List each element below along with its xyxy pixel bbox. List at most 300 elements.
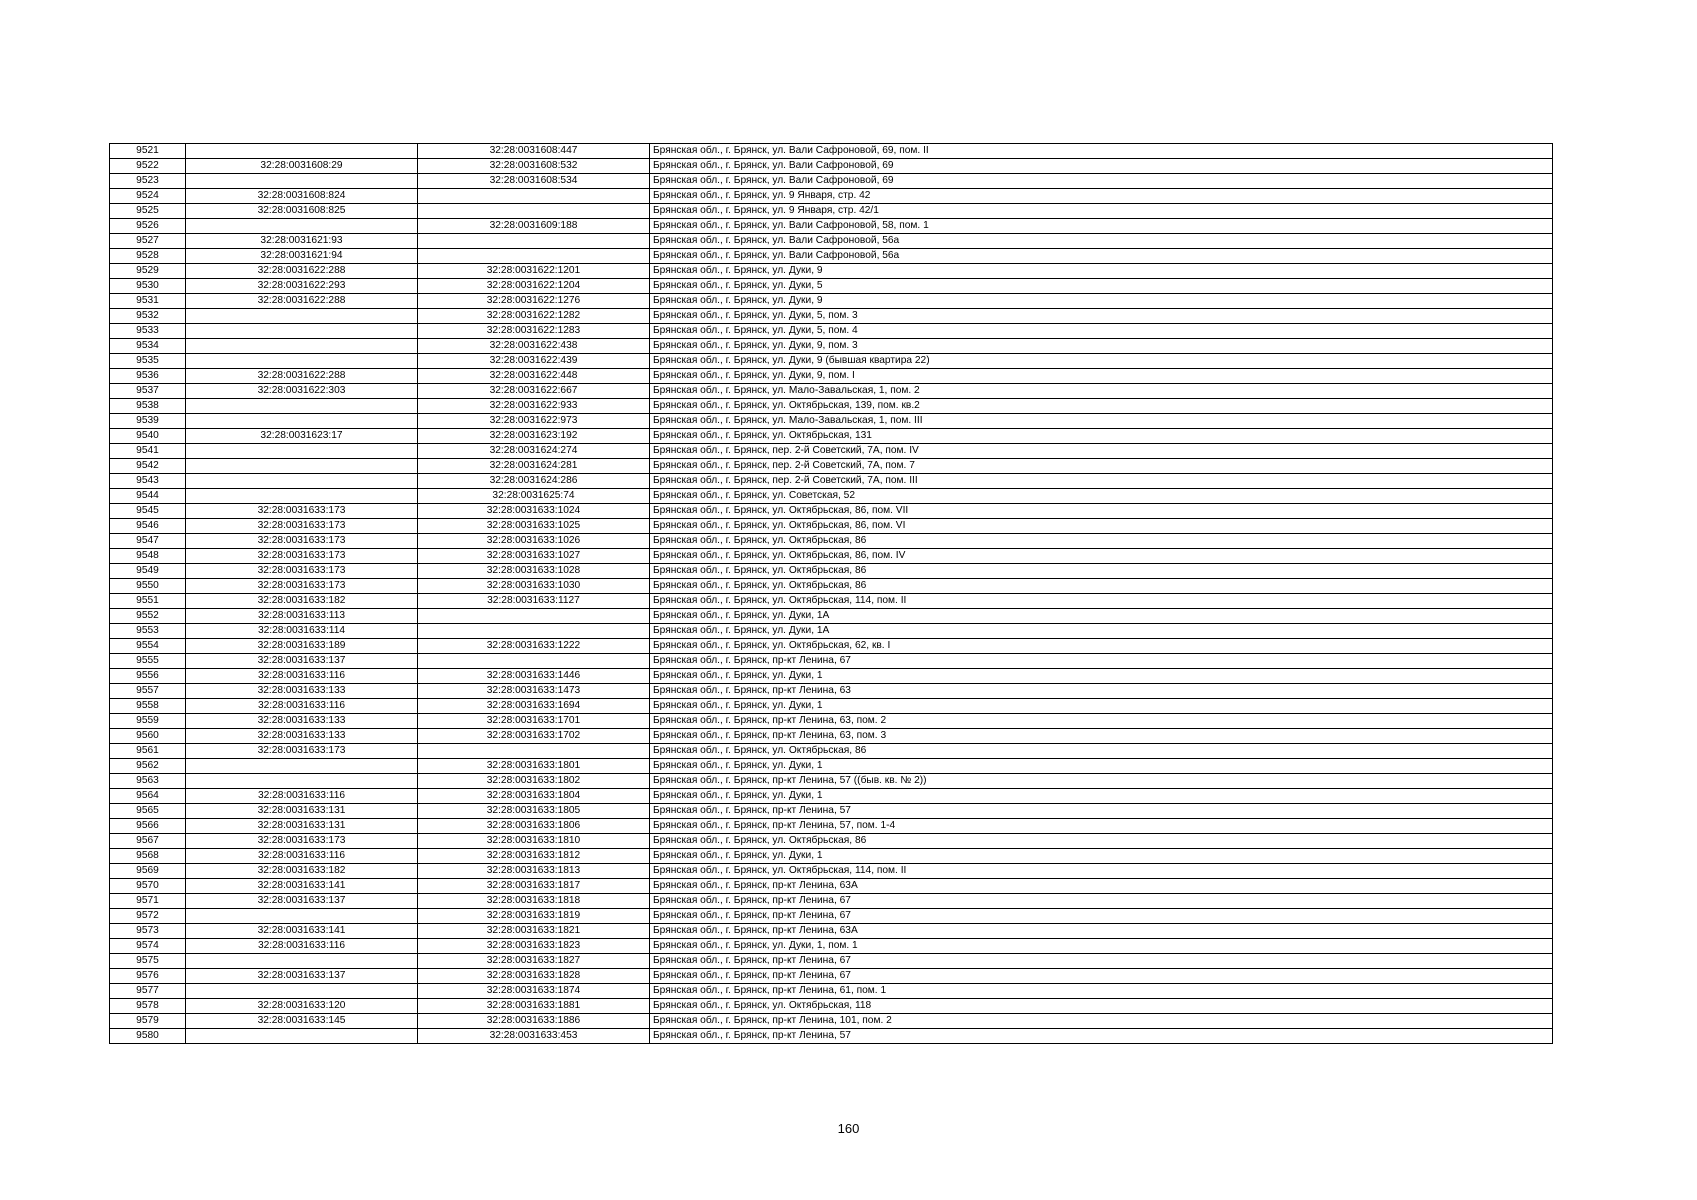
parent-cadastral-number-cell: [186, 414, 418, 429]
cadastral-number-cell: 32:28:0031633:1028: [418, 564, 650, 579]
table-row: [110, 639, 1553, 654]
parent-cadastral-number-cell: 32:28:0031633:189: [186, 639, 418, 654]
cadastral-number-cell: 32:28:0031608:532: [418, 159, 650, 174]
address-cell: Брянская обл., г. Брянск, ул. Октябрьская, 114, пом. II: [650, 594, 1553, 609]
row-number-cell: 9574: [110, 939, 186, 954]
address-cell: Брянская обл., г. Брянск, ул. Дуки, 9, пом. I: [650, 369, 1553, 384]
cadastral-number-cell: 32:28:0031633:1817: [418, 879, 650, 894]
table-row: [110, 204, 1553, 219]
table-row: [110, 369, 1553, 384]
table-row: [110, 1014, 1553, 1029]
row-number-cell: 9577: [110, 984, 186, 999]
table-row: [110, 969, 1553, 984]
page-number: 160: [837, 1121, 860, 1136]
table-row: [110, 654, 1553, 669]
parent-cadastral-number-cell: 32:28:0031608:824: [186, 189, 418, 204]
address-cell: Брянская обл., г. Брянск, ул. Дуки, 5, пом. 3: [650, 309, 1553, 324]
cadastral-number-cell: [418, 234, 650, 249]
cadastral-number-cell: 32:28:0031622:1282: [418, 309, 650, 324]
address-cell: Брянская обл., г. Брянск, пер. 2-й Советский, 7А, пом. 7: [650, 459, 1553, 474]
parent-cadastral-number-cell: 32:28:0031633:145: [186, 1014, 418, 1029]
parent-cadastral-number-cell: 32:28:0031633:114: [186, 624, 418, 639]
address-cell: Брянская обл., г. Брянск, пр-кт Ленина, 57: [650, 1029, 1553, 1044]
cadastral-number-cell: 32:28:0031633:1874: [418, 984, 650, 999]
address-cell: Брянская обл., г. Брянск, ул. Дуки, 9, пом. 3: [650, 339, 1553, 354]
table-row: [110, 609, 1553, 624]
table-row: [110, 279, 1553, 294]
cadastral-number-cell: 32:28:0031633:1694: [418, 699, 650, 714]
parent-cadastral-number-cell: 32:28:0031622:293: [186, 279, 418, 294]
address-cell: Брянская обл., г. Брянск, ул. Дуки, 1: [650, 669, 1553, 684]
address-cell: Брянская обл., г. Брянск, ул. Дуки, 9: [650, 264, 1553, 279]
row-number-cell: 9532: [110, 309, 186, 324]
cadastral-number-cell: 32:28:0031633:1446: [418, 669, 650, 684]
address-cell: Брянская обл., г. Брянск, ул. Мало-Завальская, 1, пом. 2: [650, 384, 1553, 399]
row-number-cell: 9540: [110, 429, 186, 444]
table-row: [110, 534, 1553, 549]
table-row: [110, 729, 1553, 744]
table-row: [110, 984, 1553, 999]
cadastral-number-cell: [418, 624, 650, 639]
parent-cadastral-number-cell: [186, 399, 418, 414]
cadastral-number-cell: 32:28:0031625:74: [418, 489, 650, 504]
parent-cadastral-number-cell: 32:28:0031633:137: [186, 654, 418, 669]
cadastral-number-cell: 32:28:0031633:1222: [418, 639, 650, 654]
parent-cadastral-number-cell: 32:28:0031633:137: [186, 894, 418, 909]
table-row: [110, 744, 1553, 759]
parent-cadastral-number-cell: 32:28:0031633:120: [186, 999, 418, 1014]
address-cell: Брянская обл., г. Брянск, пр-кт Ленина, 57 ((быв. кв. № 2)): [650, 774, 1553, 789]
address-cell: Брянская обл., г. Брянск, пр-кт Ленина, 63, пом. 3: [650, 729, 1553, 744]
cadastral-number-cell: 32:28:0031633:1818: [418, 894, 650, 909]
table-row: [110, 384, 1553, 399]
cadastral-number-cell: 32:28:0031633:1813: [418, 864, 650, 879]
parent-cadastral-number-cell: 32:28:0031633:173: [186, 504, 418, 519]
parent-cadastral-number-cell: 32:28:0031633:173: [186, 744, 418, 759]
row-number-cell: 9537: [110, 384, 186, 399]
table-row: [110, 564, 1553, 579]
parent-cadastral-number-cell: 32:28:0031633:131: [186, 804, 418, 819]
parent-cadastral-number-cell: 32:28:0031633:173: [186, 519, 418, 534]
parent-cadastral-number-cell: [186, 759, 418, 774]
cadastral-number-cell: 32:28:0031622:1276: [418, 294, 650, 309]
address-cell: Брянская обл., г. Брянск, ул. Вали Сафроновой, 69, пом. II: [650, 144, 1553, 159]
address-cell: Брянская обл., г. Брянск, пр-кт Ленина, 57: [650, 804, 1553, 819]
row-number-cell: 9551: [110, 594, 186, 609]
table-row: [110, 939, 1553, 954]
cadastral-number-cell: [418, 654, 650, 669]
parent-cadastral-number-cell: [186, 354, 418, 369]
address-cell: Брянская обл., г. Брянск, ул. Октябрьская, 62, кв. I: [650, 639, 1553, 654]
row-number-cell: 9556: [110, 669, 186, 684]
parent-cadastral-number-cell: 32:28:0031622:288: [186, 294, 418, 309]
cadastral-number-cell: 32:28:0031633:1801: [418, 759, 650, 774]
parent-cadastral-number-cell: [186, 1029, 418, 1044]
parent-cadastral-number-cell: [186, 489, 418, 504]
table-row: [110, 849, 1553, 864]
address-cell: Брянская обл., г. Брянск, пр-кт Ленина, 63А: [650, 879, 1553, 894]
row-number-cell: 9543: [110, 474, 186, 489]
parent-cadastral-number-cell: [186, 144, 418, 159]
table-row: [110, 894, 1553, 909]
address-cell: Брянская обл., г. Брянск, ул. Октябрьская, 86: [650, 564, 1553, 579]
cadastral-number-cell: 32:28:0031633:1886: [418, 1014, 650, 1029]
table-row: [110, 879, 1553, 894]
row-number-cell: 9521: [110, 144, 186, 159]
table-row: [110, 834, 1553, 849]
parent-cadastral-number-cell: [186, 984, 418, 999]
table-row: [110, 699, 1553, 714]
table-row: [110, 339, 1553, 354]
parent-cadastral-number-cell: 32:28:0031622:288: [186, 264, 418, 279]
parent-cadastral-number-cell: 32:28:0031633:116: [186, 789, 418, 804]
table-row: [110, 459, 1553, 474]
address-cell: Брянская обл., г. Брянск, ул. Октябрьская, 86: [650, 534, 1553, 549]
address-cell: Брянская обл., г. Брянск, ул. Дуки, 1, пом. 1: [650, 939, 1553, 954]
cadastral-number-cell: 32:28:0031622:439: [418, 354, 650, 369]
row-number-cell: 9552: [110, 609, 186, 624]
table-row: [110, 219, 1553, 234]
parent-cadastral-number-cell: [186, 909, 418, 924]
table-row: [110, 144, 1553, 159]
row-number-cell: 9554: [110, 639, 186, 654]
table-row: [110, 309, 1553, 324]
address-cell: Брянская обл., г. Брянск, ул. Советская, 52: [650, 489, 1553, 504]
cadastral-number-cell: 32:28:0031633:1805: [418, 804, 650, 819]
row-number-cell: 9572: [110, 909, 186, 924]
table-row: [110, 819, 1553, 834]
row-number-cell: 9547: [110, 534, 186, 549]
address-cell: Брянская обл., г. Брянск, пр-кт Ленина, 63: [650, 684, 1553, 699]
cadastral-number-cell: [418, 204, 650, 219]
table-row: [110, 759, 1553, 774]
row-number-cell: 9560: [110, 729, 186, 744]
table-row: [110, 924, 1553, 939]
table-row: [110, 444, 1553, 459]
cadastral-number-cell: 32:28:0031633:1804: [418, 789, 650, 804]
parent-cadastral-number-cell: 32:28:0031633:116: [186, 699, 418, 714]
table-row: [110, 594, 1553, 609]
row-number-cell: 9568: [110, 849, 186, 864]
cadastral-number-cell: 32:28:0031622:448: [418, 369, 650, 384]
table-row: [110, 324, 1553, 339]
row-number-cell: 9546: [110, 519, 186, 534]
cadastral-number-cell: 32:28:0031608:534: [418, 174, 650, 189]
table-row: [110, 174, 1553, 189]
address-cell: Брянская обл., г. Брянск, пр-кт Ленина, 57, пом. 1-4: [650, 819, 1553, 834]
address-cell: Брянская обл., г. Брянск, ул. Дуки, 1: [650, 699, 1553, 714]
parent-cadastral-number-cell: 32:28:0031633:116: [186, 849, 418, 864]
parent-cadastral-number-cell: 32:28:0031633:137: [186, 969, 418, 984]
row-number-cell: 9567: [110, 834, 186, 849]
parent-cadastral-number-cell: [186, 324, 418, 339]
row-number-cell: 9550: [110, 579, 186, 594]
cadastral-number-cell: 32:28:0031633:1473: [418, 684, 650, 699]
address-cell: Брянская обл., г. Брянск, пр-кт Ленина, 67: [650, 969, 1553, 984]
parent-cadastral-number-cell: 32:28:0031621:93: [186, 234, 418, 249]
cadastral-number-cell: 32:28:0031633:1702: [418, 729, 650, 744]
row-number-cell: 9541: [110, 444, 186, 459]
row-number-cell: 9553: [110, 624, 186, 639]
row-number-cell: 9531: [110, 294, 186, 309]
table-row: [110, 684, 1553, 699]
address-cell: Брянская обл., г. Брянск, пр-кт Ленина, 67: [650, 654, 1553, 669]
cadastral-number-cell: 32:28:0031633:1823: [418, 939, 650, 954]
table-row: [110, 189, 1553, 204]
table-row: [110, 249, 1553, 264]
parent-cadastral-number-cell: [186, 444, 418, 459]
table-row: [110, 519, 1553, 534]
address-cell: Брянская обл., г. Брянск, ул. Дуки, 9: [650, 294, 1553, 309]
address-cell: Брянская обл., г. Брянск, ул. Октябрьская, 86: [650, 579, 1553, 594]
table-row: [110, 429, 1553, 444]
table-row: [110, 954, 1553, 969]
cadastral-number-cell: 32:28:0031622:438: [418, 339, 650, 354]
address-cell: Брянская обл., г. Брянск, ул. Октябрьская, 131: [650, 429, 1553, 444]
parent-cadastral-number-cell: [186, 309, 418, 324]
cadastral-number-cell: 32:28:0031622:1201: [418, 264, 650, 279]
row-number-cell: 9523: [110, 174, 186, 189]
cadastral-number-cell: 32:28:0031633:1821: [418, 924, 650, 939]
address-cell: Брянская обл., г. Брянск, ул. Октябрьская, 114, пом. II: [650, 864, 1553, 879]
table-row: [110, 549, 1553, 564]
row-number-cell: 9524: [110, 189, 186, 204]
address-cell: Брянская обл., г. Брянск, ул. Дуки, 1: [650, 789, 1553, 804]
cadastral-number-cell: 32:28:0031633:1881: [418, 999, 650, 1014]
address-cell: Брянская обл., г. Брянск, ул. Дуки, 5: [650, 279, 1553, 294]
row-number-cell: 9558: [110, 699, 186, 714]
row-number-cell: 9578: [110, 999, 186, 1014]
cadastral-number-cell: 32:28:0031633:1812: [418, 849, 650, 864]
cadastral-number-cell: 32:28:0031633:1027: [418, 549, 650, 564]
row-number-cell: 9530: [110, 279, 186, 294]
table-row: [110, 864, 1553, 879]
parent-cadastral-number-cell: 32:28:0031633:133: [186, 714, 418, 729]
parent-cadastral-number-cell: 32:28:0031633:173: [186, 534, 418, 549]
parent-cadastral-number-cell: [186, 774, 418, 789]
parent-cadastral-number-cell: 32:28:0031633:116: [186, 939, 418, 954]
row-number-cell: 9534: [110, 339, 186, 354]
address-cell: Брянская обл., г. Брянск, ул. Вали Сафроновой, 56а: [650, 234, 1553, 249]
address-cell: Брянская обл., г. Брянск, ул. Дуки, 1: [650, 849, 1553, 864]
row-number-cell: 9575: [110, 954, 186, 969]
table-row: [110, 489, 1553, 504]
parent-cadastral-number-cell: 32:28:0031633:133: [186, 729, 418, 744]
cadastral-number-cell: 32:28:0031633:1025: [418, 519, 650, 534]
cadastral-number-cell: 32:28:0031624:281: [418, 459, 650, 474]
address-cell: Брянская обл., г. Брянск, ул. Дуки, 1А: [650, 609, 1553, 624]
table-row: [110, 804, 1553, 819]
parent-cadastral-number-cell: 32:28:0031633:173: [186, 564, 418, 579]
cadastral-number-cell: 32:28:0031623:192: [418, 429, 650, 444]
parent-cadastral-number-cell: [186, 174, 418, 189]
cadastral-number-cell: 32:28:0031633:1819: [418, 909, 650, 924]
parent-cadastral-number-cell: 32:28:0031633:182: [186, 594, 418, 609]
address-cell: Брянская обл., г. Брянск, ул. Дуки, 9 (бывшая квартира 22): [650, 354, 1553, 369]
address-cell: Брянская обл., г. Брянск, ул. 9 Января, стр. 42: [650, 189, 1553, 204]
address-cell: Брянская обл., г. Брянск, ул. Вали Сафроновой, 56а: [650, 249, 1553, 264]
table-row: [110, 234, 1553, 249]
parent-cadastral-number-cell: 32:28:0031633:133: [186, 684, 418, 699]
row-number-cell: 9563: [110, 774, 186, 789]
table-body: [110, 144, 1553, 1044]
row-number-cell: 9564: [110, 789, 186, 804]
parent-cadastral-number-cell: 32:28:0031633:141: [186, 924, 418, 939]
row-number-cell: 9533: [110, 324, 186, 339]
parent-cadastral-number-cell: 32:28:0031633:141: [186, 879, 418, 894]
cadastral-number-cell: 32:28:0031633:1701: [418, 714, 650, 729]
row-number-cell: 9565: [110, 804, 186, 819]
row-number-cell: 9536: [110, 369, 186, 384]
row-number-cell: 9548: [110, 549, 186, 564]
parent-cadastral-number-cell: 32:28:0031623:17: [186, 429, 418, 444]
row-number-cell: 9561: [110, 744, 186, 759]
parent-cadastral-number-cell: 32:28:0031633:173: [186, 549, 418, 564]
address-cell: Брянская обл., г. Брянск, ул. Октябрьская, 86, пом. VI: [650, 519, 1553, 534]
row-number-cell: 9526: [110, 219, 186, 234]
cadastral-number-cell: 32:28:0031633:1810: [418, 834, 650, 849]
table-row: [110, 624, 1553, 639]
parent-cadastral-number-cell: [186, 219, 418, 234]
address-cell: Брянская обл., г. Брянск, пр-кт Ленина, 61, пом. 1: [650, 984, 1553, 999]
parent-cadastral-number-cell: 32:28:0031633:131: [186, 819, 418, 834]
address-cell: Брянская обл., г. Брянск, ул. Вали Сафроновой, 69: [650, 159, 1553, 174]
address-cell: Брянская обл., г. Брянск, пер. 2-й Советский, 7А, пом. III: [650, 474, 1553, 489]
parent-cadastral-number-cell: 32:28:0031622:303: [186, 384, 418, 399]
address-cell: Брянская обл., г. Брянск, ул. Мало-Завальская, 1, пом. III: [650, 414, 1553, 429]
address-cell: Брянская обл., г. Брянск, пр-кт Ленина, 63, пом. 2: [650, 714, 1553, 729]
address-cell: Брянская обл., г. Брянск, ул. Вали Сафроновой, 58, пом. 1: [650, 219, 1553, 234]
address-cell: Брянская обл., г. Брянск, ул. Октябрьская, 86, пом. IV: [650, 549, 1553, 564]
table-row: [110, 1029, 1553, 1044]
table-row: [110, 264, 1553, 279]
table-row: [110, 579, 1553, 594]
cadastral-number-cell: 32:28:0031633:1828: [418, 969, 650, 984]
parent-cadastral-number-cell: 32:28:0031633:173: [186, 579, 418, 594]
parent-cadastral-number-cell: [186, 474, 418, 489]
row-number-cell: 9559: [110, 714, 186, 729]
cadastral-number-cell: 32:28:0031622:667: [418, 384, 650, 399]
parent-cadastral-number-cell: [186, 954, 418, 969]
address-cell: Брянская обл., г. Брянск, ул. Октябрьская, 86: [650, 744, 1553, 759]
address-cell: Брянская обл., г. Брянск, ул. Октябрьская, 86: [650, 834, 1553, 849]
cadastral-number-cell: 32:28:0031622:933: [418, 399, 650, 414]
parent-cadastral-number-cell: 32:28:0031633:182: [186, 864, 418, 879]
row-number-cell: 9569: [110, 864, 186, 879]
address-cell: Брянская обл., г. Брянск, пр-кт Ленина, 63А: [650, 924, 1553, 939]
cadastral-number-cell: 32:28:0031633:1802: [418, 774, 650, 789]
cadastral-number-cell: [418, 249, 650, 264]
table-row: [110, 774, 1553, 789]
table-row: [110, 669, 1553, 684]
cadastral-number-cell: [418, 744, 650, 759]
table-row: [110, 414, 1553, 429]
parent-cadastral-number-cell: 32:28:0031633:113: [186, 609, 418, 624]
row-number-cell: 9571: [110, 894, 186, 909]
row-number-cell: 9555: [110, 654, 186, 669]
cadastral-number-cell: 32:28:0031609:188: [418, 219, 650, 234]
row-number-cell: 9529: [110, 264, 186, 279]
table-row: [110, 999, 1553, 1014]
row-number-cell: 9535: [110, 354, 186, 369]
row-number-cell: 9538: [110, 399, 186, 414]
parent-cadastral-number-cell: 32:28:0031633:116: [186, 669, 418, 684]
row-number-cell: 9539: [110, 414, 186, 429]
row-number-cell: 9580: [110, 1029, 186, 1044]
cadastral-number-cell: 32:28:0031633:1030: [418, 579, 650, 594]
address-cell: Брянская обл., г. Брянск, ул. 9 Января, стр. 42/1: [650, 204, 1553, 219]
row-number-cell: 9527: [110, 234, 186, 249]
cadastral-number-cell: [418, 189, 650, 204]
table-row: [110, 354, 1553, 369]
cadastral-number-cell: 32:28:0031633:453: [418, 1029, 650, 1044]
cadastral-registry-table: [109, 143, 1553, 1044]
address-cell: Брянская обл., г. Брянск, пр-кт Ленина, 67: [650, 909, 1553, 924]
row-number-cell: 9544: [110, 489, 186, 504]
row-number-cell: 9528: [110, 249, 186, 264]
cadastral-number-cell: 32:28:0031622:973: [418, 414, 650, 429]
cadastral-number-cell: 32:28:0031633:1827: [418, 954, 650, 969]
cadastral-number-cell: 32:28:0031624:286: [418, 474, 650, 489]
row-number-cell: 9579: [110, 1014, 186, 1029]
parent-cadastral-number-cell: [186, 459, 418, 474]
parent-cadastral-number-cell: 32:28:0031622:288: [186, 369, 418, 384]
address-cell: Брянская обл., г. Брянск, ул. Дуки, 5, пом. 4: [650, 324, 1553, 339]
address-cell: Брянская обл., г. Брянск, ул. Октябрьская, 118: [650, 999, 1553, 1014]
table-row: [110, 294, 1553, 309]
address-cell: Брянская обл., г. Брянск, ул. Вали Сафроновой, 69: [650, 174, 1553, 189]
row-number-cell: 9525: [110, 204, 186, 219]
table-row: [110, 474, 1553, 489]
row-number-cell: 9576: [110, 969, 186, 984]
address-cell: Брянская обл., г. Брянск, ул. Дуки, 1А: [650, 624, 1553, 639]
row-number-cell: 9557: [110, 684, 186, 699]
table-row: [110, 789, 1553, 804]
cadastral-number-cell: 32:28:0031608:447: [418, 144, 650, 159]
parent-cadastral-number-cell: 32:28:0031633:173: [186, 834, 418, 849]
table-row: [110, 399, 1553, 414]
parent-cadastral-number-cell: 32:28:0031621:94: [186, 249, 418, 264]
address-cell: Брянская обл., г. Брянск, пер. 2-й Советский, 7А, пом. IV: [650, 444, 1553, 459]
row-number-cell: 9545: [110, 504, 186, 519]
cadastral-number-cell: 32:28:0031633:1127: [418, 594, 650, 609]
cadastral-number-cell: 32:28:0031633:1024: [418, 504, 650, 519]
parent-cadastral-number-cell: [186, 339, 418, 354]
row-number-cell: 9549: [110, 564, 186, 579]
row-number-cell: 9522: [110, 159, 186, 174]
row-number-cell: 9562: [110, 759, 186, 774]
table-row: [110, 504, 1553, 519]
address-cell: Брянская обл., г. Брянск, пр-кт Ленина, 67: [650, 954, 1553, 969]
address-cell: Брянская обл., г. Брянск, пр-кт Ленина, 101, пом. 2: [650, 1014, 1553, 1029]
address-cell: Брянская обл., г. Брянск, пр-кт Ленина, 67: [650, 894, 1553, 909]
table-row: [110, 909, 1553, 924]
cadastral-number-cell: 32:28:0031633:1806: [418, 819, 650, 834]
row-number-cell: 9566: [110, 819, 186, 834]
address-cell: Брянская обл., г. Брянск, ул. Дуки, 1: [650, 759, 1553, 774]
row-number-cell: 9570: [110, 879, 186, 894]
cadastral-number-cell: [418, 609, 650, 624]
cadastral-number-cell: 32:28:0031622:1283: [418, 324, 650, 339]
table-row: [110, 159, 1553, 174]
cadastral-number-cell: 32:28:0031633:1026: [418, 534, 650, 549]
parent-cadastral-number-cell: 32:28:0031608:825: [186, 204, 418, 219]
row-number-cell: 9542: [110, 459, 186, 474]
address-cell: Брянская обл., г. Брянск, ул. Октябрьская, 86, пом. VII: [650, 504, 1553, 519]
table-row: [110, 714, 1553, 729]
address-cell: Брянская обл., г. Брянск, ул. Октябрьская, 139, пом. кв.2: [650, 399, 1553, 414]
row-number-cell: 9573: [110, 924, 186, 939]
